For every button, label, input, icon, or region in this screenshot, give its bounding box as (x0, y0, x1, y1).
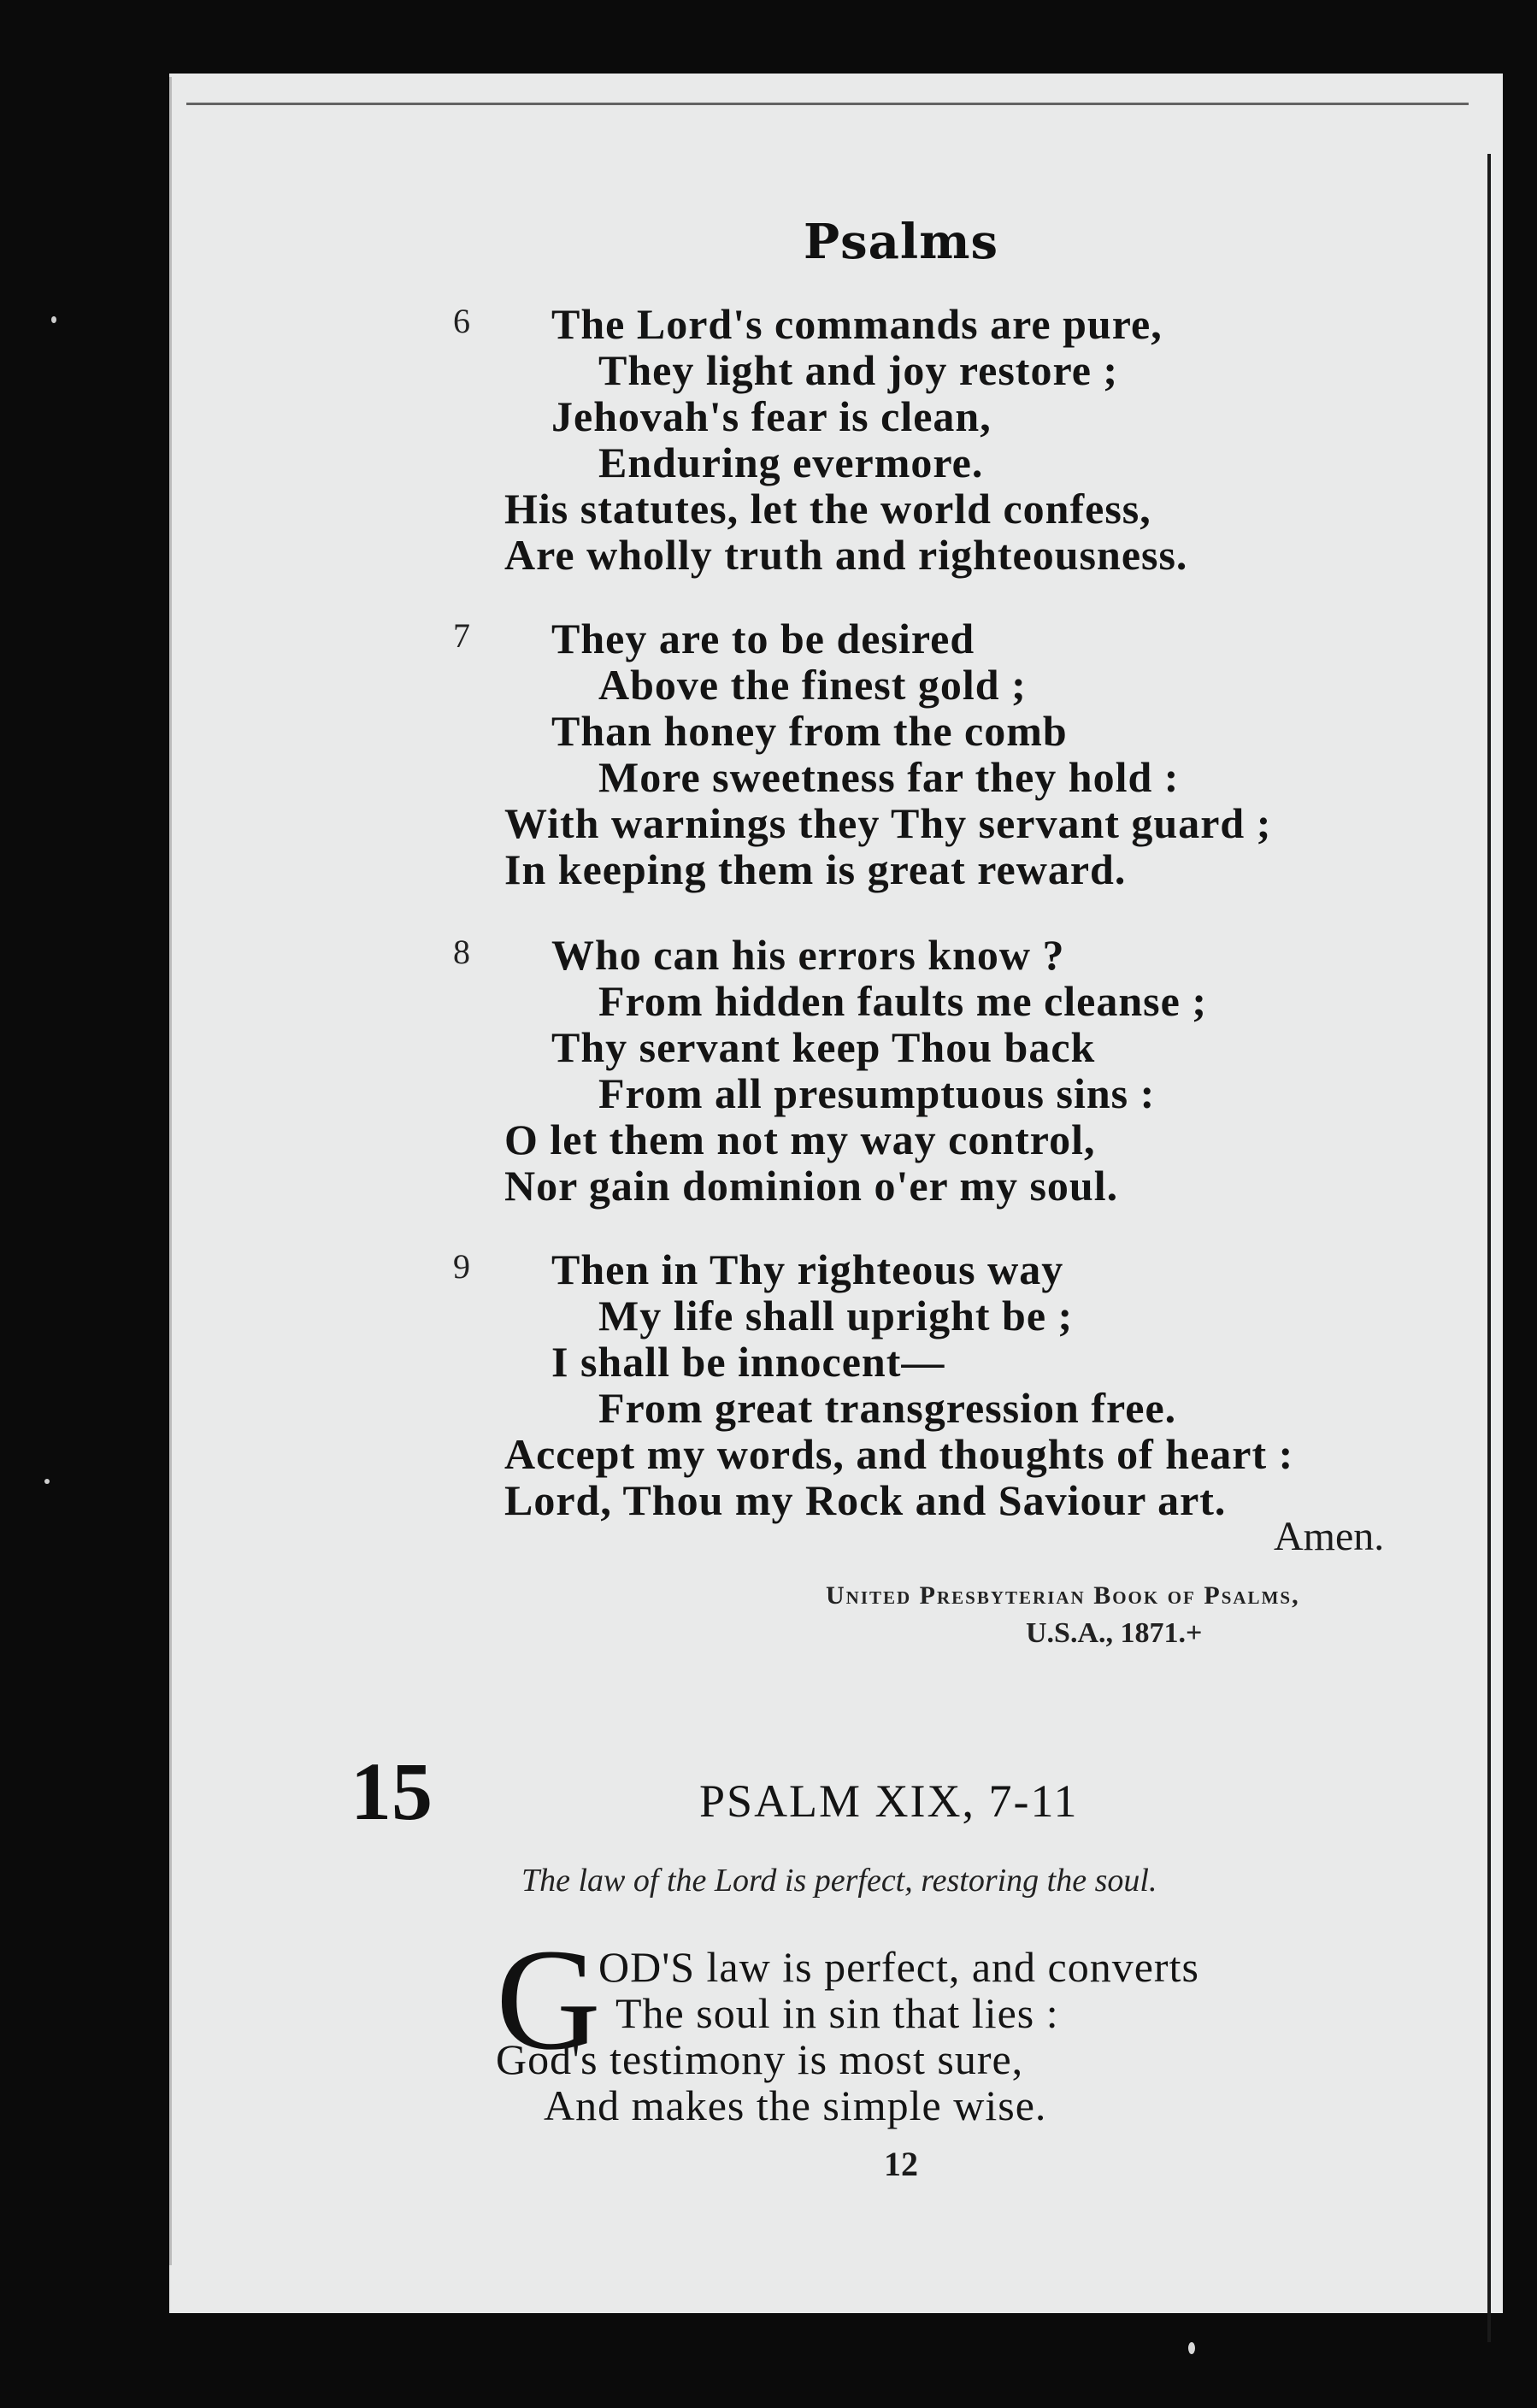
verse-line: The soul in sin that lies : (615, 1989, 1059, 2037)
verse-line: With warnings they Thy servant guard ; (504, 799, 1272, 847)
drop-cap: G (496, 1919, 601, 2080)
verse-line: Accept my words, and thoughts of heart : (504, 1430, 1294, 1478)
running-head: Psalms (804, 214, 998, 270)
verse-line: And makes the simple wise. (544, 2081, 1047, 2129)
verse-line: Who can his errors know ? (551, 931, 1065, 979)
attribution-date: U.S.A., 1871.+ (1026, 1617, 1203, 1649)
page-number: 12 (884, 2145, 918, 2183)
verse-line: Enduring evermore. (598, 439, 984, 486)
verse-line: From great transgression free. (598, 1384, 1177, 1432)
scan-speck (44, 1479, 50, 1484)
stanza-number: 9 (453, 1247, 470, 1286)
verse-line: From hidden faults me cleanse ; (598, 977, 1207, 1025)
verse-line: My life shall upright be ; (598, 1292, 1074, 1339)
hymn-number: 15 (350, 1746, 433, 1837)
verse-line: More sweetness far they hold : (598, 753, 1180, 801)
verse-line: Nor gain dominion o'er my soul. (504, 1162, 1119, 1210)
psalm-title: PSALM XIX, 7-11 (699, 1775, 1079, 1827)
page-top-edge (186, 103, 1469, 105)
verse-line: Jehovah's fear is clean, (551, 392, 992, 440)
epigraph: The law of the Lord is perfect, restoring the soul. (521, 1863, 1157, 1899)
page-right-edge (1487, 154, 1491, 2342)
verse-line: I shall be innocent— (551, 1338, 945, 1386)
verse-line: O let them not my way control, (504, 1116, 1096, 1163)
verse-line: His statutes, let the world confess, (504, 485, 1151, 533)
verse-line: They light and joy restore ; (598, 346, 1119, 394)
amen: Amen. (1274, 1514, 1385, 1559)
scan-speck (1188, 2342, 1195, 2354)
attribution-source: United Presbyterian Book of Psalms, (826, 1581, 1300, 1610)
verse-line: Lord, Thou my Rock and Saviour art. (504, 1476, 1227, 1524)
page-left-edge (169, 77, 172, 2265)
verse-line: From all presumptuous sins : (598, 1069, 1156, 1117)
verse-line: They are to be desired (551, 615, 975, 662)
verse-line: Then in Thy righteous way (551, 1245, 1064, 1293)
verse-line: Above the finest gold ; (598, 661, 1027, 709)
stanza-number: 6 (453, 302, 470, 340)
stanza-number: 7 (453, 616, 470, 655)
stanza-number: 8 (453, 933, 470, 971)
verse-line: Than honey from the comb (551, 707, 1068, 755)
verse-line: The Lord's commands are pure, (551, 300, 1163, 348)
verse-line: In keeping them is great reward. (504, 845, 1127, 893)
verse-line: God's testimony is most sure, (496, 2035, 1024, 2083)
verse-line: Thy servant keep Thou back (551, 1023, 1096, 1071)
verse-line: OD'S law is perfect, and converts (598, 1943, 1199, 1991)
verse-line: Are wholly truth and righteousness. (504, 531, 1188, 579)
scan-speck (51, 316, 56, 323)
